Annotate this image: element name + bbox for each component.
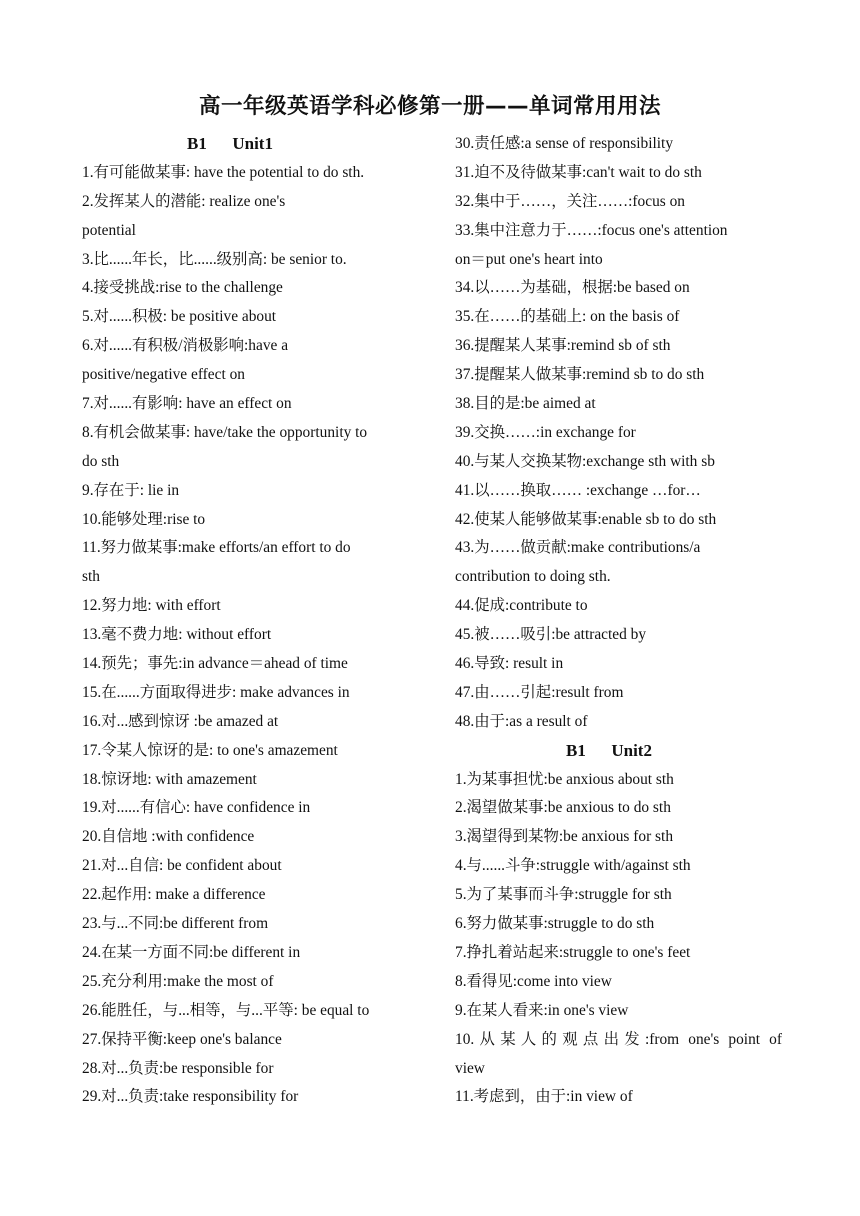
- entry-line: 3.渴望得到某物:be anxious for sth: [455, 828, 674, 846]
- entry-line: 2.渴望做某事:be anxious to do sth: [455, 799, 671, 817]
- page-title: 高一年级英语学科必修第一册——单词常用用法: [198, 94, 661, 119]
- entry-line: 7.对......有影响: have an effect on: [82, 395, 292, 413]
- entry-line: 1.为某事担忧:be anxious about sth: [455, 770, 674, 788]
- entry-line: 27.保持平衡:keep one's balance: [82, 1030, 282, 1048]
- entry-line: 9.存在于: lie in: [82, 481, 180, 499]
- entry-line: 43.为……做贡献:make contributions/a: [455, 539, 701, 557]
- entry-line: 19.对......有信心: have confidence in: [82, 799, 311, 817]
- entry-line: 6.努力做某事:struggle to do sth: [455, 915, 655, 933]
- entry-line: 6.对......有积极/消极影响:have a: [82, 337, 289, 355]
- entry-line: 39.交换……:in exchange for: [455, 423, 636, 441]
- entry-line: 36.提醒某人某事:remind sb of sth: [455, 337, 671, 355]
- entry-line: 46.导致: result in: [455, 655, 564, 673]
- entry-line: 47.由……引起:result from: [455, 683, 624, 701]
- right-entry-list-b: [455, 766, 782, 1113]
- entry-line: 41.以……换取…… :exchange …for…: [455, 481, 701, 499]
- entry-line: view: [455, 1059, 485, 1077]
- entry-line: 14.预先；事先:in advance＝ahead of time: [82, 655, 348, 673]
- entry-line: 5.对......积极: be positive about: [82, 308, 277, 326]
- unit-heading-1: B1 Unit1: [187, 134, 273, 153]
- entry-line: 12.努力地: with effort: [82, 597, 221, 615]
- entry-line: 11.考虑到，由于:in view of: [455, 1088, 633, 1106]
- entry-line: 1.有可能做某事: have the potential to do sth.: [82, 163, 365, 181]
- entry-line: contribution to doing sth.: [455, 568, 611, 586]
- entry-line: 11.努力做某事:make efforts/an effort to do: [82, 539, 351, 557]
- entry-line: 24.在某一方面不同:be different in: [82, 943, 301, 961]
- left-column: [82, 130, 412, 1112]
- entry-line: 3.比......年长，比......级别高: be senior to.: [82, 250, 347, 268]
- entry-line: 29.对...负责:take responsibility for: [82, 1088, 299, 1106]
- entry-line: 5.为了某事而斗争:struggle for sth: [455, 886, 672, 904]
- entry-line: 10.从某人的观点出发:from one's point of: [455, 1030, 782, 1048]
- entry-line: 48.由于:as a result of: [455, 712, 588, 730]
- right-column: [455, 130, 782, 1112]
- entry-line: 23.与...不同:be different from: [82, 915, 269, 933]
- entry-line: 33.集中注意力于……:focus one's attention: [455, 221, 728, 239]
- entry-line: 15.在......方面取得进步: make advances in: [82, 683, 350, 701]
- unit-heading-2: B1 Unit2: [566, 740, 652, 760]
- entry-line: 8.有机会做某事: have/take the opportunity to: [82, 423, 368, 441]
- entry-line: 40.与某人交换某物:exchange sth with sb: [455, 452, 715, 470]
- entry-line: 4.与......斗争:struggle with/against sth: [455, 857, 691, 875]
- entry-line: 17.令某人惊讶的是: to one's amazement: [82, 741, 338, 759]
- entry-line: potential: [82, 221, 136, 239]
- entry-line: 16.对...感到惊讶 :be amazed at: [82, 712, 279, 730]
- entry-line: 35.在……的基础上: on the basis of: [455, 308, 680, 326]
- entry-line: 31.迫不及待做某事:can't wait to do sth: [455, 163, 702, 181]
- entry-line: 13.毫不费力地: without effort: [82, 626, 272, 644]
- entry-line: 38.目的是:be aimed at: [455, 395, 596, 413]
- entry-line: 4.接受挑战:rise to the challenge: [82, 279, 283, 297]
- entry-line: positive/negative effect on: [82, 366, 245, 384]
- entry-line: 26.能胜任，与...相等，与...平等: be equal to: [82, 1001, 370, 1019]
- entry-line: do sth: [82, 452, 120, 470]
- entry-line: 9.在某人看来:in one's view: [455, 1001, 629, 1019]
- entry-line: 18.惊讶地: with amazement: [82, 770, 257, 788]
- entry-line: 21.对...自信: be confident about: [82, 857, 282, 875]
- entry-line: 22.起作用: make a difference: [82, 886, 266, 904]
- entry-line: 2.发挥某人的潜能: realize one's: [82, 192, 286, 210]
- entry-line: 8.看得见:come into view: [455, 972, 612, 990]
- entry-line: 25.充分利用:make the most of: [82, 972, 274, 990]
- entry-line: 32.集中于……，关注……:focus on: [455, 192, 685, 210]
- entry-line: 45.被……吸引:be attracted by: [455, 626, 647, 644]
- entry-line: on＝put one's heart into: [455, 250, 603, 268]
- entry-line: 34.以……为基础，根据:be based on: [455, 279, 690, 297]
- entry-line: 44.促成:contribute to: [455, 597, 588, 615]
- entry-line: 10.能够处理:rise to: [82, 510, 206, 528]
- entry-line: 20.自信地 :with confidence: [82, 828, 255, 846]
- entry-line: sth: [82, 568, 100, 586]
- entry-line: 42.使某人能够做某事:enable sb to do sth: [455, 510, 717, 528]
- entry-line: 30.责任感:a sense of responsibility: [455, 135, 674, 152]
- entry-line: 37.提醒某人做某事:remind sb to do sth: [455, 366, 705, 384]
- left-entry-list: [82, 159, 412, 1112]
- right-entry-list-a: [455, 130, 782, 737]
- entry-line: 7.挣扎着站起来:struggle to one's feet: [455, 943, 691, 961]
- entry-line: 28.对...负责:be responsible for: [82, 1059, 274, 1077]
